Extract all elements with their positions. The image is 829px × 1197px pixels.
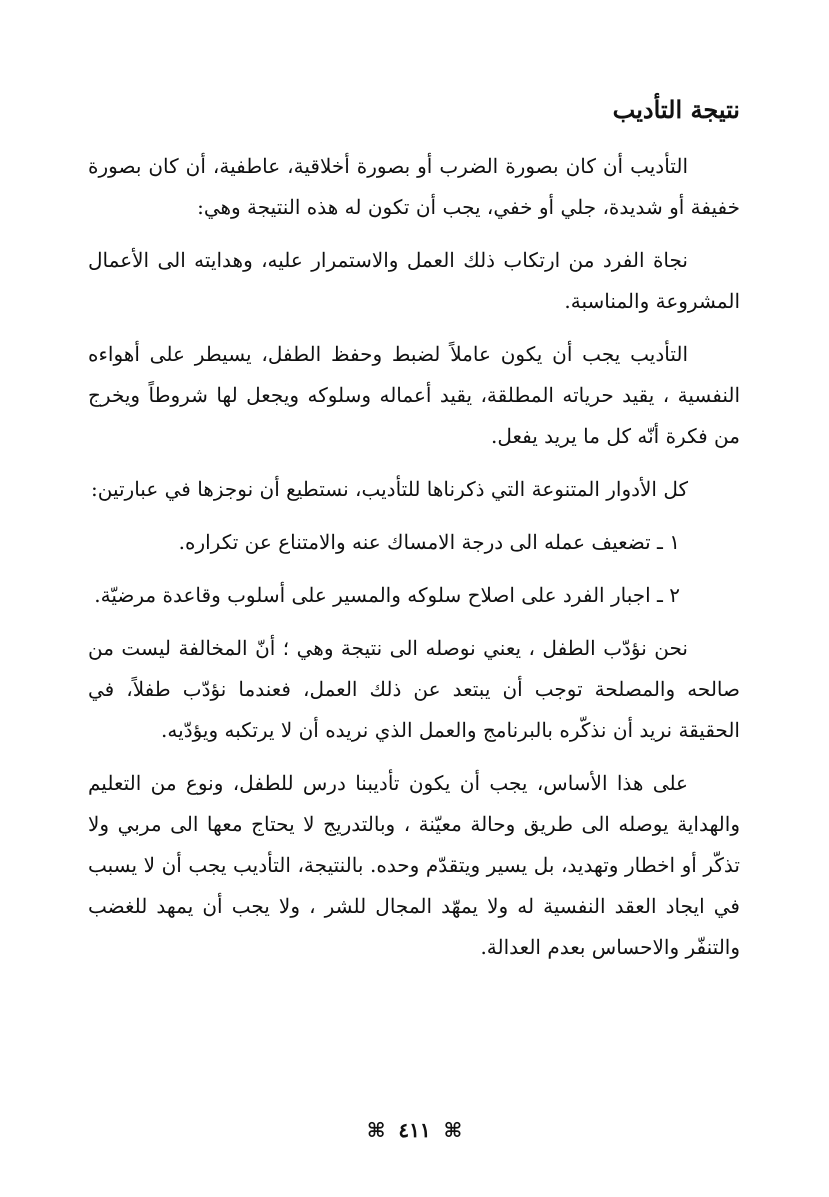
page-body xyxy=(88,92,740,980)
paragraph-3: التأديب يجب أن يكون عاملاً لضبط وحفظ الطفل، يسيطر على أهواءه النفسية ، يقيد حرياته المطلقة، يقيد أعماله وسلوكه ويجعل لها شروطاً ويخرج من فكرة أنّه كل ما يريد يفعل. xyxy=(88,342,740,448)
list-item-2: ٢ ـ اجبار الفرد على اصلاح سلوكه والمسير على أسلوب وقاعدة مرضيّة. xyxy=(94,583,680,607)
page-footer xyxy=(0,1118,829,1142)
paragraph-6: على هذا الأساس، يجب أن يكون تأديبنا درس للطفل، ونوع من التعليم والهداية يوصله الى طريق وحالة معيّنة ، وبالتدريج لا يحتاج معها الى مربي ولا تذكّر أو اخطار وتهديد، بل يسير ويتقدّم وحده. بالنتيجة، التأديب يجب أن لا يسبب في ايجاد العقد النفسية له ولا يمهّد المجال للشر ، ولا يجب أن يمهد للغضب والتنفّر والاحساس بعدم العدالة. xyxy=(88,771,740,959)
ornament-icon: ⌘ xyxy=(443,1118,463,1142)
ornament-icon: ⌘ xyxy=(366,1118,386,1142)
section-heading: نتيجة التأديب xyxy=(612,95,740,124)
paragraph-5: نحن نؤدّب الطفل ، يعني نوصله الى نتيجة وهي ؛ أنّ المخالفة ليست من صالحه والمصلحة توجب أن يبتعد عن ذلك العمل، فعندما نؤدّب طفلاً، في الحقيقة نريد أن نذكّره بالبرنامج والعمل الذي نريده أن لا يرتكبه ويؤدّيه. xyxy=(88,636,740,742)
paragraph-1: التأديب أن كان بصورة الضرب أو بصورة أخلاقية، عاطفية، أن كان بصورة خفيفة أو شديدة، جلي أو خفي، يجب أن تكون له هذه النتيجة وهي: xyxy=(88,154,740,219)
paragraph-4: كل الأدوار المتنوعة التي ذكرناها للتأديب، نستطيع أن نوجزها في عبارتين: xyxy=(90,477,688,501)
paragraph-2: نجاة الفرد من ارتكاب ذلك العمل والاستمرار عليه، وهدايته الى الأعمال المشروعة والمناسبة. xyxy=(88,248,740,313)
page-number: ٤١١ xyxy=(398,1118,431,1142)
list-item-1: ١ ـ تضعيف عمله الى درجة الامساك عنه والامتناع عن تكراره. xyxy=(178,530,680,554)
